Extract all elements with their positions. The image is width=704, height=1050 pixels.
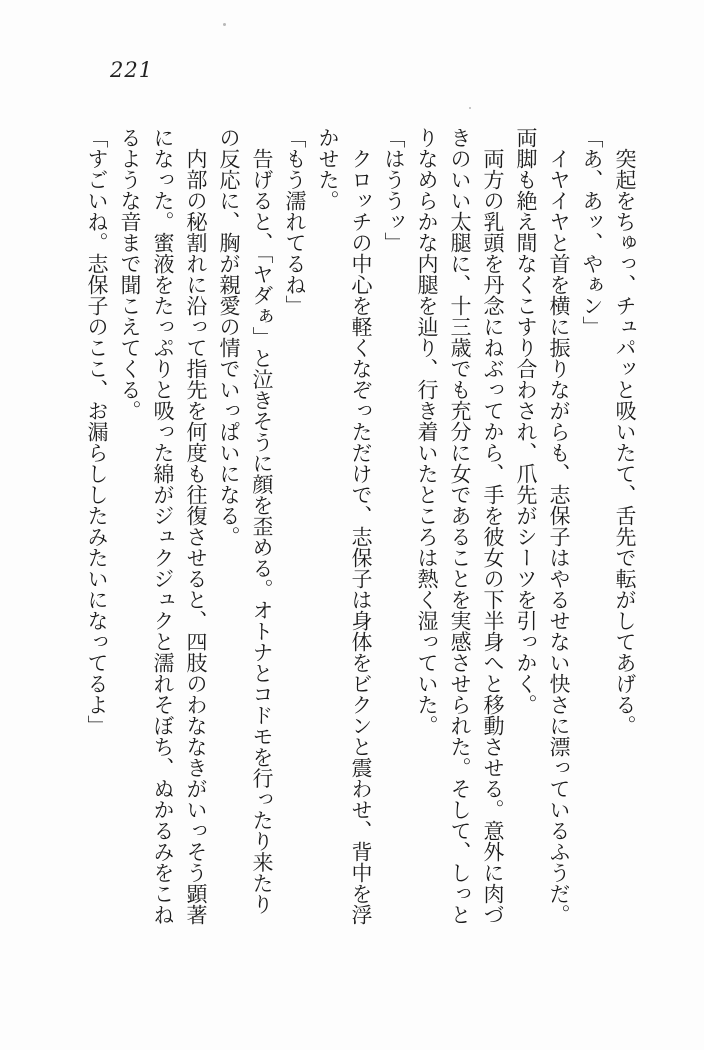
text-column: 両方の乳頭を丹念にねぶってから、手を彼女の下半身へと移動させる。意外に肉づ <box>481 148 505 925</box>
text-column: 告げると、「ヤダぁ」と泣きそうに顔を歪める。オトナとコドモを行ったり来たり <box>250 148 274 915</box>
scan-speck <box>223 23 226 26</box>
text-column: 「あ、あッ、やぁン」 <box>580 127 604 337</box>
scan-speck <box>469 107 471 109</box>
text-column: の反応に、胸が親愛の情でいっぱいになる。 <box>217 127 241 547</box>
text-column: 「はううッ」 <box>382 127 406 253</box>
text-column: 両脚も絶え間なくこすり合わされ、爪先がシーツを引っかく。 <box>514 127 538 715</box>
vertical-text-block <box>80 127 641 925</box>
text-column: クロッチの中心を軽くなぞっただけで、志保子は身体をビクンと震わせ、背中を浮 <box>349 148 373 925</box>
text-column: 突起をちゅっ、チュパッと吸いたて、舌先で転がしてあげる。 <box>613 148 637 736</box>
text-column: 「すごいね。志保子のここ、お漏らししたみたいになってるよ」 <box>85 127 109 736</box>
text-column: イヤイヤと首を横に振りながらも、志保子はやるせない快さに漂っているふうだ。 <box>547 148 571 925</box>
page-number: 221 <box>110 58 154 82</box>
text-column: になった。蜜液をたっぷりと吸った綿がジュクジュクと濡れそぼち、ぬかるみをこね <box>151 127 175 925</box>
text-column: りなめらかな内腿を辿り、行き着いたところは熱く湿っていた。 <box>415 127 439 736</box>
text-column: きのいい太腿に、十三歳でも充分に女であることを実感させられた。そして、しっと <box>448 127 472 925</box>
text-column: 内部の秘割れに沿って指先を何度も往復させると、四肢のわななきがいっそう顕著 <box>184 148 208 925</box>
text-column: かせた。 <box>316 127 340 211</box>
text-column: るような音まで聞こえてくる。 <box>118 127 142 421</box>
text-column: 「もう濡れてるね」 <box>283 127 307 316</box>
